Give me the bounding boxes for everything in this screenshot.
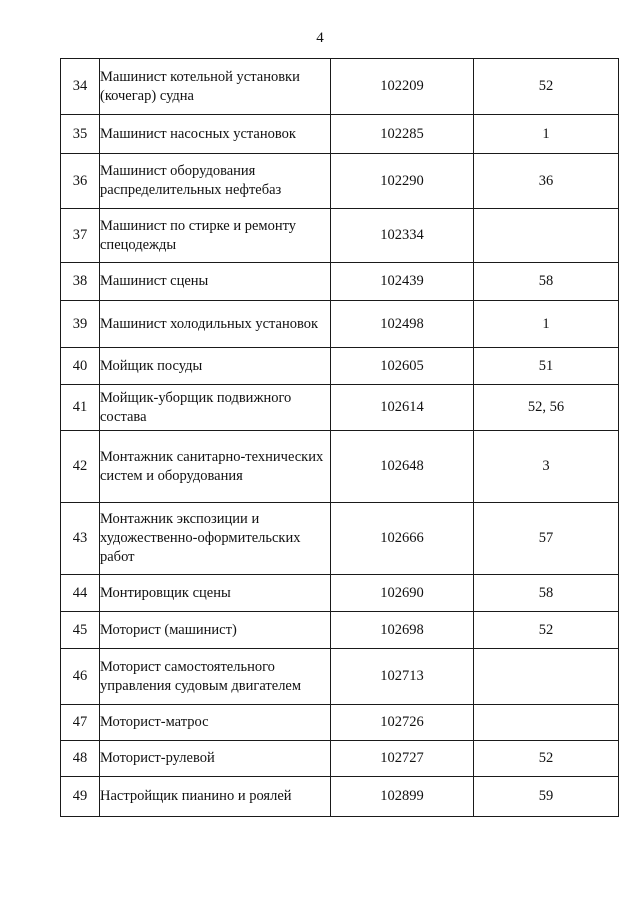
profession-name-cell <box>100 649 331 705</box>
row-number-text: 42 <box>72 458 88 474</box>
reference-cell <box>474 431 619 503</box>
reference-cell <box>474 348 619 385</box>
profession-code-text: 102666 <box>380 530 424 546</box>
table-body <box>61 59 619 817</box>
profession-name-text: Настройщик пианино и роялей <box>100 788 292 804</box>
table-row <box>61 385 619 431</box>
profession-code-text: 102899 <box>380 788 424 804</box>
table-row <box>61 301 619 348</box>
profession-code-cell <box>331 209 474 263</box>
profession-code-cell <box>331 705 474 741</box>
row-number-text: 47 <box>72 714 88 730</box>
reference-text: 3 <box>542 458 550 474</box>
profession-code-cell <box>331 115 474 154</box>
table-row <box>61 612 619 649</box>
profession-name-text: Машинист насосных установок <box>100 125 296 142</box>
profession-code-text: 102614 <box>380 399 424 415</box>
profession-name-text: Машинист сцены <box>100 273 209 289</box>
row-number-text: 35 <box>72 125 88 142</box>
reference-cell <box>474 154 619 209</box>
profession-code-text: 102334 <box>380 227 424 243</box>
row-number-cell <box>61 263 100 301</box>
profession-name-text: Монтажник экспозиции и художественно-оформительских работ <box>100 511 301 565</box>
profession-name-cell <box>100 115 331 154</box>
profession-code-text: 102726 <box>380 714 424 730</box>
profession-code-cell <box>331 348 474 385</box>
row-number-text: 43 <box>72 530 88 546</box>
profession-name-text: Монтировщик сцены <box>100 584 231 601</box>
row-number-text: 44 <box>72 584 88 601</box>
row-number-cell <box>61 612 100 649</box>
row-number-cell <box>61 59 100 115</box>
profession-code-cell <box>331 263 474 301</box>
profession-name-cell <box>100 705 331 741</box>
reference-cell <box>474 777 619 817</box>
row-number-text: 45 <box>72 621 88 638</box>
reference-cell <box>474 705 619 741</box>
row-number-text: 40 <box>72 357 88 374</box>
profession-name-text: Машинист по стирке и ремонту спецодежды <box>100 217 296 253</box>
profession-code-text: 102727 <box>380 750 424 766</box>
profession-code-cell <box>331 649 474 705</box>
profession-name-text: Монтажник санитарно-технических систем и оборудования <box>100 448 324 484</box>
profession-name-text: Машинист оборудования распределительных нефтебаз <box>100 163 282 198</box>
profession-name-cell <box>100 741 331 777</box>
row-number-cell <box>61 503 100 575</box>
row-number-cell <box>61 154 100 209</box>
row-number-cell <box>61 209 100 263</box>
row-number-text: 37 <box>72 227 88 243</box>
row-number-text: 41 <box>72 399 88 415</box>
row-number-cell <box>61 575 100 612</box>
profession-code-text: 102498 <box>380 315 424 332</box>
profession-name-text: Мойщик посуды <box>100 357 203 374</box>
reference-text: 51 <box>538 357 554 374</box>
profession-code-cell <box>331 301 474 348</box>
table-row <box>61 59 619 115</box>
professions-table <box>60 58 619 817</box>
row-number-text: 39 <box>72 315 88 332</box>
profession-name-cell <box>100 612 331 649</box>
reference-cell <box>474 649 619 705</box>
profession-code-text: 102285 <box>380 125 424 142</box>
reference-text: 1 <box>542 125 550 142</box>
profession-code-cell <box>331 59 474 115</box>
reference-text: 52, 56 <box>527 399 565 415</box>
profession-name-cell <box>100 777 331 817</box>
reference-text: 52 <box>538 621 554 638</box>
profession-name-cell <box>100 154 331 209</box>
profession-name-text: Моторист (машинист) <box>100 621 237 638</box>
profession-code-cell <box>331 154 474 209</box>
reference-text: 58 <box>538 273 554 289</box>
profession-name-cell <box>100 301 331 348</box>
profession-name-cell <box>100 209 331 263</box>
profession-code-text: 102605 <box>380 357 424 374</box>
profession-code-cell <box>331 612 474 649</box>
reference-text: 36 <box>538 172 554 189</box>
profession-name-text: Машинист котельной установки (кочегар) судна <box>100 68 300 104</box>
table-row <box>61 777 619 817</box>
table-row <box>61 348 619 385</box>
row-number-cell <box>61 649 100 705</box>
profession-code-cell <box>331 777 474 817</box>
reference-text: 52 <box>538 78 554 94</box>
page-number: 4 <box>316 30 324 46</box>
profession-name-text: Мойщик-уборщик подвижного состава <box>100 389 292 425</box>
row-number-cell <box>61 777 100 817</box>
reference-text: 59 <box>538 788 554 804</box>
profession-code-cell <box>331 741 474 777</box>
table-row <box>61 154 619 209</box>
reference-cell <box>474 263 619 301</box>
profession-code-text: 102439 <box>380 273 424 289</box>
table-row <box>61 115 619 154</box>
profession-name-cell <box>100 431 331 503</box>
row-number-cell <box>61 705 100 741</box>
reference-cell <box>474 209 619 263</box>
table-row <box>61 209 619 263</box>
profession-code-cell <box>331 575 474 612</box>
row-number-cell <box>61 385 100 431</box>
row-number-cell <box>61 115 100 154</box>
profession-name-text: Моторист-матрос <box>100 714 209 730</box>
profession-code-cell <box>331 431 474 503</box>
table-row <box>61 705 619 741</box>
profession-code-cell <box>331 385 474 431</box>
reference-cell <box>474 301 619 348</box>
row-number-text: 46 <box>72 668 88 684</box>
reference-cell <box>474 503 619 575</box>
profession-name-text: Моторист-рулевой <box>100 750 215 766</box>
table-row <box>61 575 619 612</box>
reference-cell <box>474 385 619 431</box>
profession-code-text: 102209 <box>380 78 424 94</box>
profession-code-text: 102698 <box>380 621 424 638</box>
table-row <box>61 263 619 301</box>
table-row <box>61 431 619 503</box>
reference-cell <box>474 612 619 649</box>
reference-cell <box>474 59 619 115</box>
profession-name-text: Машинист холодильных установок <box>100 315 319 332</box>
profession-name-cell <box>100 575 331 612</box>
table-row <box>61 649 619 705</box>
reference-text: 1 <box>542 315 550 332</box>
profession-name-cell <box>100 348 331 385</box>
reference-text: 58 <box>538 584 554 601</box>
row-number-cell <box>61 431 100 503</box>
profession-code-text: 102713 <box>380 668 424 684</box>
row-number-cell <box>61 301 100 348</box>
reference-text: 57 <box>538 530 554 546</box>
profession-code-text: 102690 <box>380 584 424 601</box>
profession-name-cell <box>100 385 331 431</box>
reference-cell <box>474 115 619 154</box>
profession-name-cell <box>100 59 331 115</box>
profession-name-cell <box>100 263 331 301</box>
row-number-text: 36 <box>72 172 88 189</box>
table-row <box>61 741 619 777</box>
row-number-cell <box>61 348 100 385</box>
table-row <box>61 503 619 575</box>
reference-cell <box>474 575 619 612</box>
profession-name-text: Моторист самостоятельного управления судовым двигателем <box>100 658 302 694</box>
row-number-text: 34 <box>72 78 88 94</box>
profession-code-cell <box>331 503 474 575</box>
reference-cell <box>474 741 619 777</box>
row-number-text: 38 <box>72 273 88 289</box>
row-number-cell <box>61 741 100 777</box>
profession-name-cell <box>100 503 331 575</box>
reference-text: 52 <box>538 750 554 766</box>
row-number-text: 48 <box>72 750 88 766</box>
profession-code-text: 102648 <box>380 458 424 474</box>
profession-code-text: 102290 <box>380 172 424 189</box>
row-number-text: 49 <box>72 788 88 804</box>
